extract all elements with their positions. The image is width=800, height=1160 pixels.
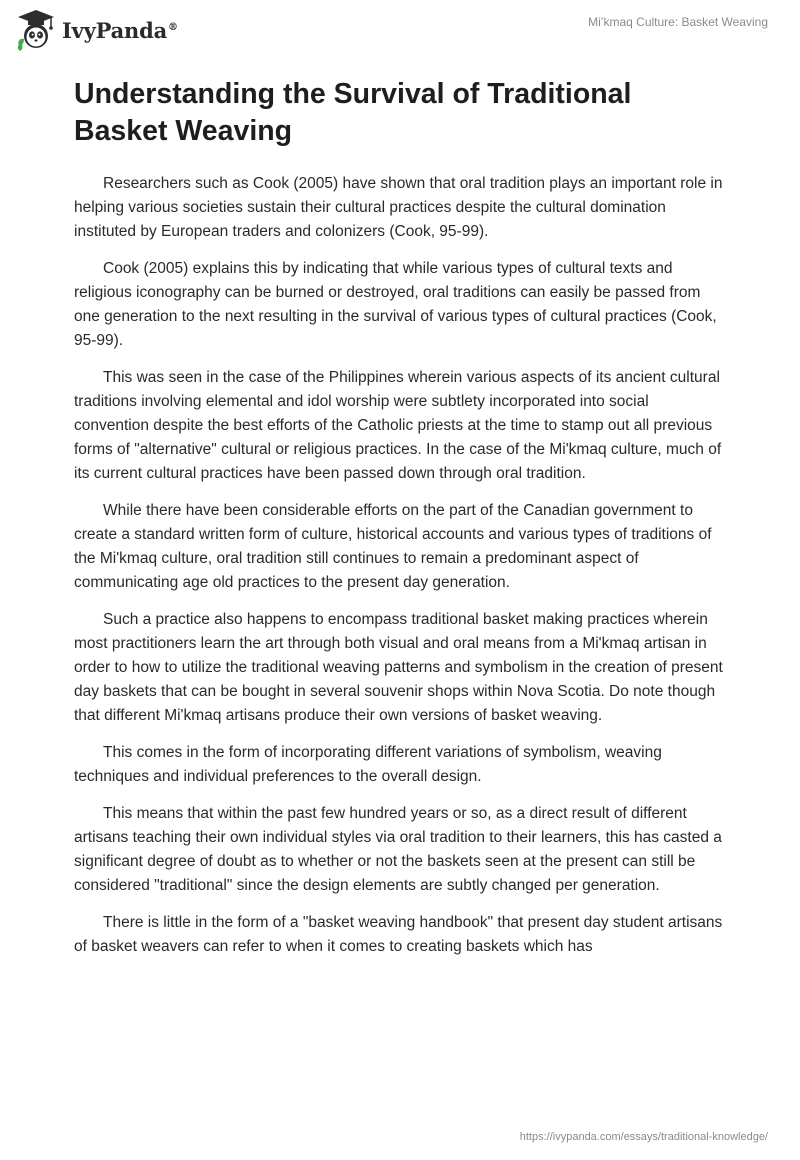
running-title: Mi’kmaq Culture: Basket Weaving bbox=[588, 15, 768, 29]
source-url[interactable]: https://ivypanda.com/essays/traditional-knowledge/ bbox=[519, 1131, 768, 1143]
article-body bbox=[74, 76, 724, 972]
article-title: Understanding the Survival of Traditional Basket Weaving bbox=[74, 78, 632, 147]
brand-name: IvyPanda® bbox=[62, 17, 178, 43]
paragraph: This means that within the past few hundred years or so, as a direct result of different artisans teaching their own individual styles via oral tradition to their learners, this has casted a significant degree of doubt as to whether or not the baskets seen at the present can still be considered "traditional" since the design elements are subtly changed per generation. bbox=[74, 805, 722, 894]
paragraph: Researchers such as Cook (2005) have shown that oral tradition plays an important role in helping various societies sustain their cultural practices despite the cultural domination instituted by European traders and colonizers (Cook, 95-99). bbox=[74, 175, 723, 240]
paragraph: Cook (2005) explains this by indicating that while various types of cultural texts and religious iconography can be burned or destroyed, oral traditions can easily be passed from one generation to the next resulting in the survival of various types of cultural practices (Cook, 95-99). bbox=[74, 260, 717, 349]
paragraph: There is little in the form of a "basket weaving handbook" that present day student artisans of basket weavers can refer to when it comes to creating baskets which has bbox=[74, 914, 723, 955]
panda-graduate-icon bbox=[14, 8, 58, 52]
paragraph: Such a practice also happens to encompass traditional basket making practices wherein most practitioners learn the art through both visual and oral means from a Mi'kmaq artisan in order to how to utilize the traditional weaving patterns and symbolism in the creation of present day baskets that can be bought in several souvenir shops within Nova Scotia. Do note though that different Mi'kmaq artisans produce their own versions of basket weaving. bbox=[74, 611, 723, 724]
paragraph: This was seen in the case of the Philippines wherein various aspects of its ancient cultural traditions involving elemental and idol worship were subtlety incorporated into social convention despite the best efforts of the Catholic priests at the time to stamp out all previous forms of "alternative" cultural or religious practices. In the case of the Mi'kmaq culture, much of its current cultural practices have been passed down through oral tradition. bbox=[74, 369, 722, 482]
paragraph: This comes in the form of incorporating different variations of symbolism, weaving techniques and individual preferences to the overall design. bbox=[74, 744, 662, 785]
page-header bbox=[0, 0, 800, 60]
ivypanda-logo[interactable] bbox=[14, 8, 178, 52]
paragraph: While there have been considerable efforts on the part of the Canadian government to create a standard written form of culture, historical accounts and various types of traditions of the Mi'kmaq culture, oral tradition still continues to remain a predominant aspect of communicating age old practices to the present day generation. bbox=[74, 502, 712, 591]
